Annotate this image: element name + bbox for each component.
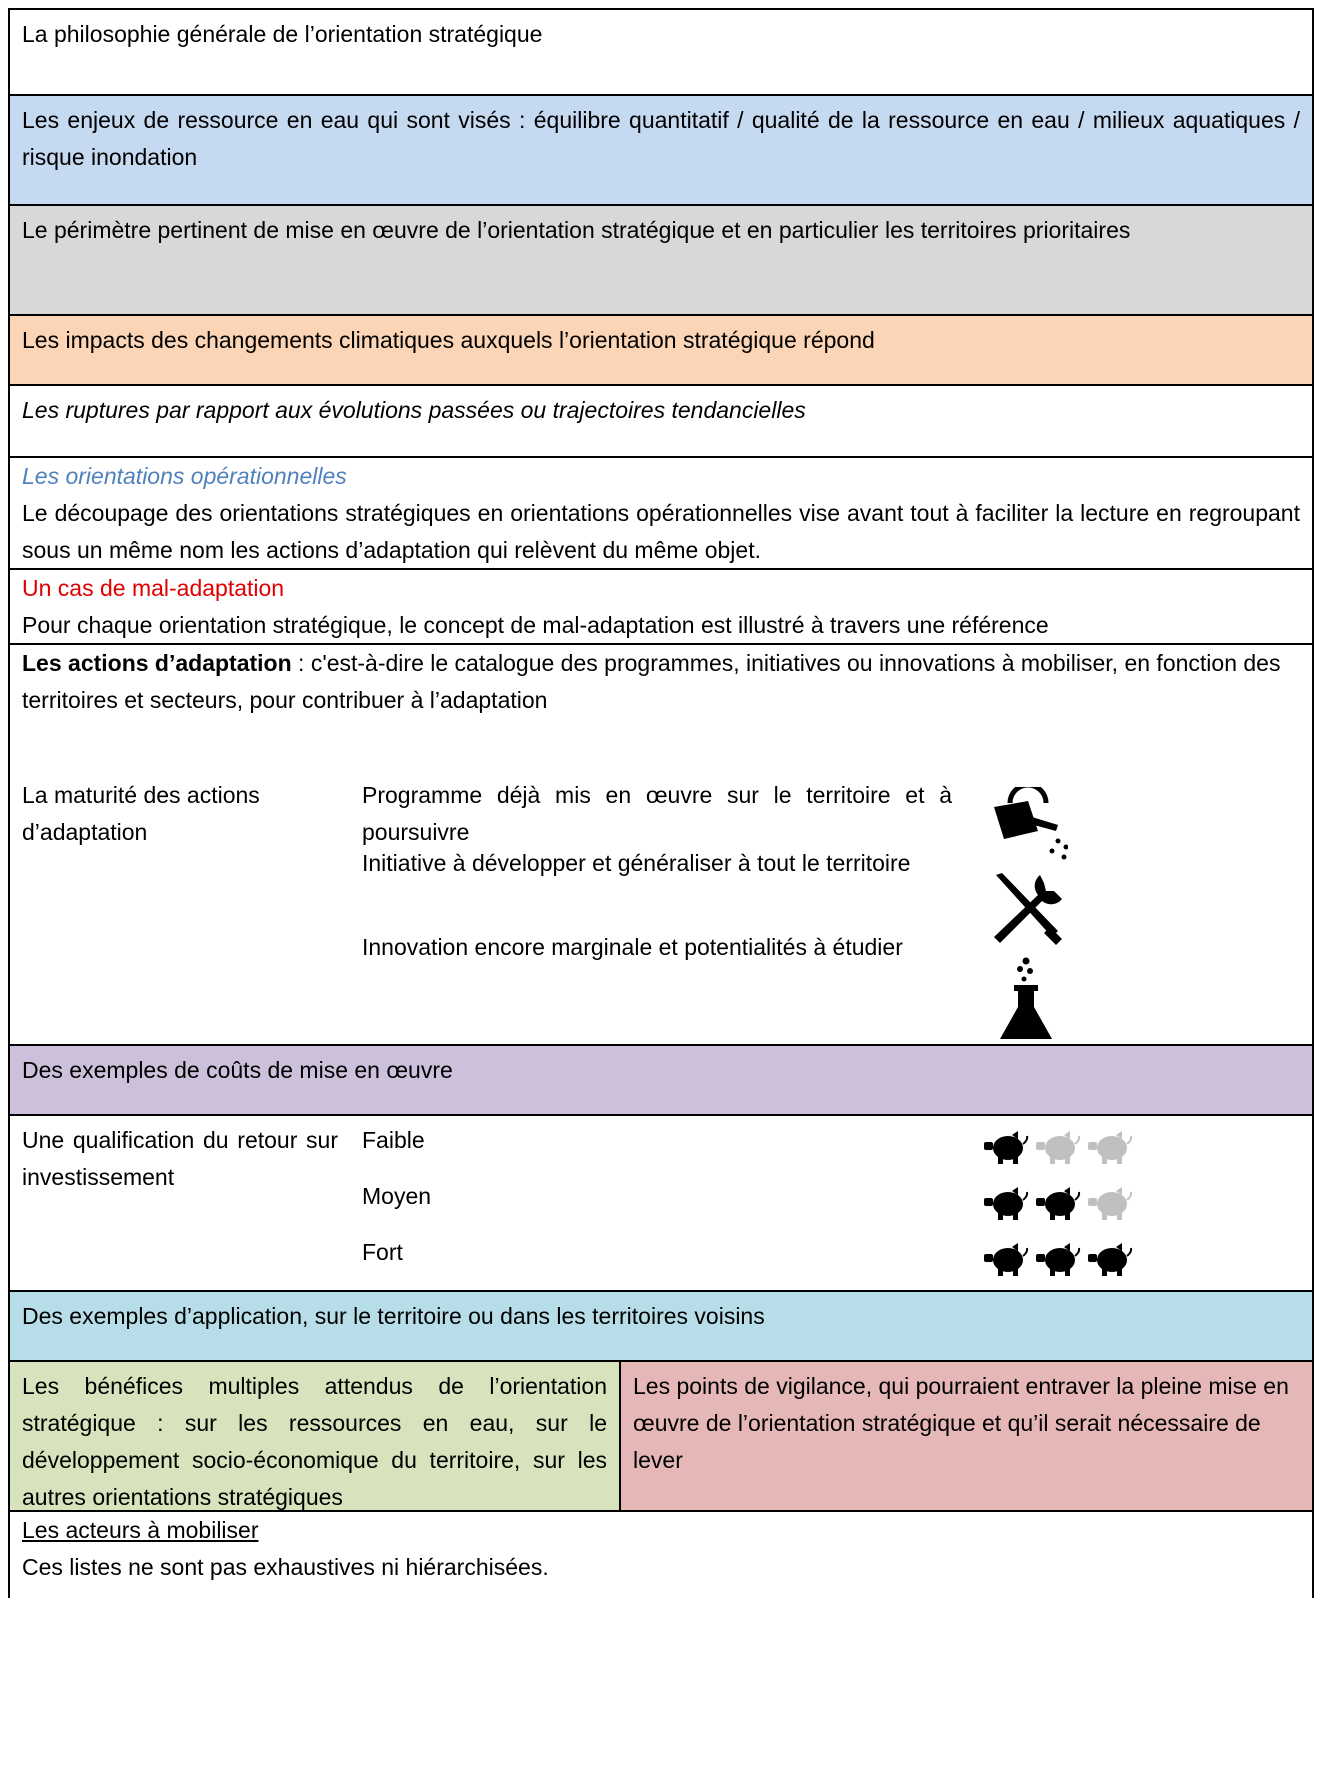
piggy-rating <box>982 1186 1134 1222</box>
philosophy-text: La philosophie générale de l’orientation stratégique <box>22 21 543 47</box>
maturity-item-text: Initiative à développer et généraliser à tout le territoire <box>362 850 911 876</box>
operationnelles-title: Les orientations opérationnelles <box>22 463 347 489</box>
impacts-text: Les impacts des changements climatiques auxquels l’orientation stratégique répond <box>22 327 875 353</box>
acteurs-title: Les acteurs à mobiliser <box>22 1517 259 1543</box>
actions-text: : c'est-à-dire le catalogue des programmes, initiatives ou innovations à mobiliser, en fonction des territoires et secteurs, pour contribuer à l’adaptation <box>22 650 1281 713</box>
maladaptation-text: Pour chaque orientation stratégique, le concept de mal-adaptation est illustré à travers une référence <box>22 612 1049 638</box>
strategy-template-table <box>8 8 1314 1598</box>
maladaptation-title: Un cas de mal-adaptation <box>22 575 285 601</box>
exemples-text: Des exemples d’application, sur le territoire ou dans les territoires voisins <box>22 1303 765 1329</box>
perimetre-text: Le périmètre pertinent de mise en œuvre de l’orientation stratégique et en particulier les territoires prioritaires <box>22 217 1131 243</box>
operationnelles-text: Le découpage des orientations stratégiques en orientations opérationnelles vise avant tout à faciliter la lecture en regroupant sous un même nom les actions d’adaptation qui relèvent du même objet. <box>22 500 1300 563</box>
piggy-rating <box>982 1242 1134 1278</box>
actions-row <box>8 643 1314 1044</box>
roi-level-moyen: Moyen <box>362 1183 432 1209</box>
piggy-bank-icon <box>982 1186 1030 1222</box>
vigilance-text: Les points de vigilance, qui pourraient entraver la pleine mise en œuvre de l’orientation stratégique et qu’il serait nécessaire de lever <box>621 1362 1312 1510</box>
benefices-text: Les bénéfices multiples attendus de l’orientation stratégique : sur les ressources en eau, sur le développement socio-économique du territoire, sur les autres orientations stratégiques <box>10 1362 621 1510</box>
roi-row <box>8 1114 1314 1290</box>
piggy-bank-icon <box>1086 1186 1134 1222</box>
piggy-rating <box>982 1130 1134 1166</box>
watering-can-icon <box>988 787 1068 867</box>
perimetre-row <box>8 204 1314 314</box>
acteurs-text: Ces listes ne sont pas exhaustives ni hiérarchisées. <box>22 1554 549 1580</box>
roi-level-fort: Fort <box>362 1239 403 1265</box>
operationnelles-row <box>8 456 1314 568</box>
piggy-bank-icon <box>982 1242 1030 1278</box>
enjeux-row <box>8 94 1314 204</box>
piggy-bank-icon <box>1034 1242 1082 1278</box>
maladaptation-row <box>8 568 1314 643</box>
tools-icon <box>988 871 1064 947</box>
piggy-bank-icon <box>982 1130 1030 1166</box>
impacts-row <box>8 314 1314 384</box>
acteurs-row <box>8 1510 1314 1598</box>
maturity-label: La maturité des actions d’adaptation <box>22 782 260 845</box>
flask-icon <box>1000 957 1060 1043</box>
roi-label: Une qualification du retour sur investissement <box>22 1127 338 1190</box>
maturity-item-text: Innovation encore marginale et potentialités à étudier <box>362 934 903 960</box>
philosophy-row <box>8 8 1314 94</box>
ruptures-row <box>8 384 1314 456</box>
enjeux-text: Les enjeux de ressource en eau qui sont visés : équilibre quantitatif / qualité de la ressource en eau / milieux aquatiques / risque inondation <box>22 107 1300 170</box>
roi-level-faible: Faible <box>362 1127 425 1153</box>
benefits-vigilance-row <box>8 1360 1314 1510</box>
costs-text: Des exemples de coûts de mise en œuvre <box>22 1057 453 1083</box>
exemples-row <box>8 1290 1314 1360</box>
piggy-bank-icon <box>1086 1242 1134 1278</box>
piggy-bank-icon <box>1034 1130 1082 1166</box>
piggy-bank-icon <box>1034 1186 1082 1222</box>
actions-title: Les actions d’adaptation <box>22 650 292 676</box>
maturity-item-text: Programme déjà mis en œuvre sur le territoire et à poursuivre <box>362 782 952 845</box>
ruptures-text: Les ruptures par rapport aux évolutions passées ou trajectoires tendancielles <box>22 397 806 423</box>
piggy-bank-icon <box>1086 1130 1134 1166</box>
costs-row <box>8 1044 1314 1114</box>
